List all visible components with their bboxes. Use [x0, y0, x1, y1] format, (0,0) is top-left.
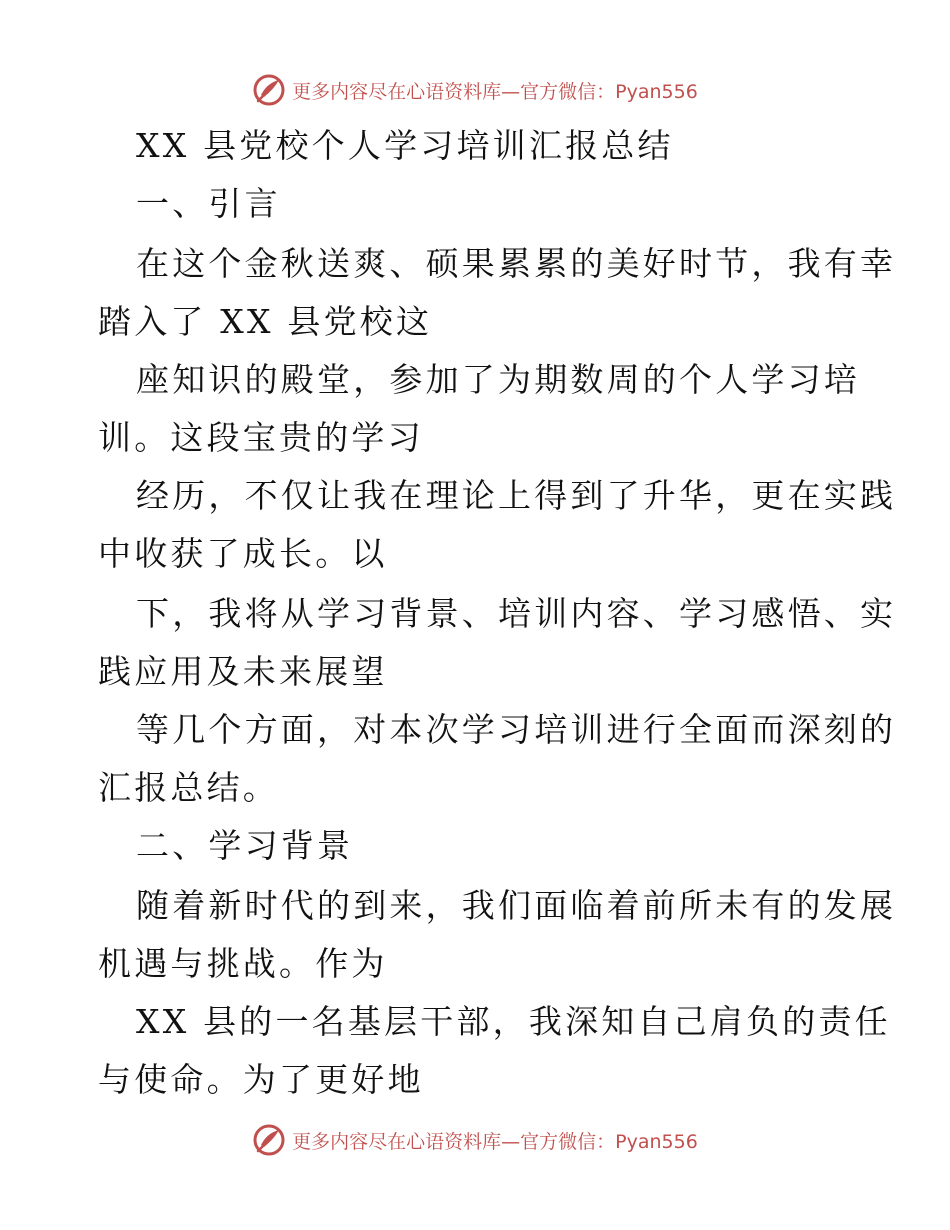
paragraph-line: 随着新时代的到来，我们面临着前所未有的发展	[136, 886, 897, 925]
watermark-label: 更多内容尽在心语资料库—官方微信：	[292, 80, 616, 103]
paragraph-line: 训。这段宝贵的学习	[98, 418, 424, 457]
paragraph-line: 践应用及未来展望	[98, 652, 388, 691]
quill-logo-icon	[252, 73, 286, 107]
watermark-text	[292, 77, 698, 104]
paragraph-line: 机遇与挑战。作为	[98, 944, 388, 983]
paragraph-line: 座知识的殿堂，参加了为期数周的个人学习培	[136, 360, 860, 399]
document-title: XX 县党校个人学习培训汇报总结	[136, 126, 674, 165]
paragraph-line: 汇报总结。	[98, 768, 279, 807]
watermark-banner-bottom	[0, 1120, 950, 1160]
paragraph-line: 踏入了 XX 县党校这	[98, 302, 433, 341]
section-heading-intro: 一、引言	[136, 184, 281, 223]
watermark-text	[292, 1127, 698, 1154]
paragraph-line: 经历，不仅让我在理论上得到了升华，更在实践	[136, 476, 897, 515]
paragraph-line: 下，我将从学习背景、培训内容、学习感悟、实	[136, 594, 897, 633]
paragraph-line: 在这个金秋送爽、硕果累累的美好时节，我有幸	[136, 244, 897, 283]
paragraph-line: 等几个方面，对本次学习培训进行全面而深刻的	[136, 710, 897, 749]
watermark-label: 更多内容尽在心语资料库—官方微信：	[292, 1130, 616, 1153]
paragraph-line: 与使命。为了更好地	[98, 1060, 424, 1099]
watermark-banner-top	[0, 70, 950, 110]
watermark-handle: Pyan556	[615, 80, 698, 103]
quill-logo-icon	[252, 1123, 286, 1157]
paragraph-line: 中收获了成长。以	[98, 534, 388, 573]
paragraph-line: XX 县的一名基层干部，我深知自己肩负的责任	[136, 1002, 891, 1041]
section-heading-background: 二、学习背景	[136, 826, 354, 865]
watermark-handle: Pyan556	[615, 1130, 698, 1153]
